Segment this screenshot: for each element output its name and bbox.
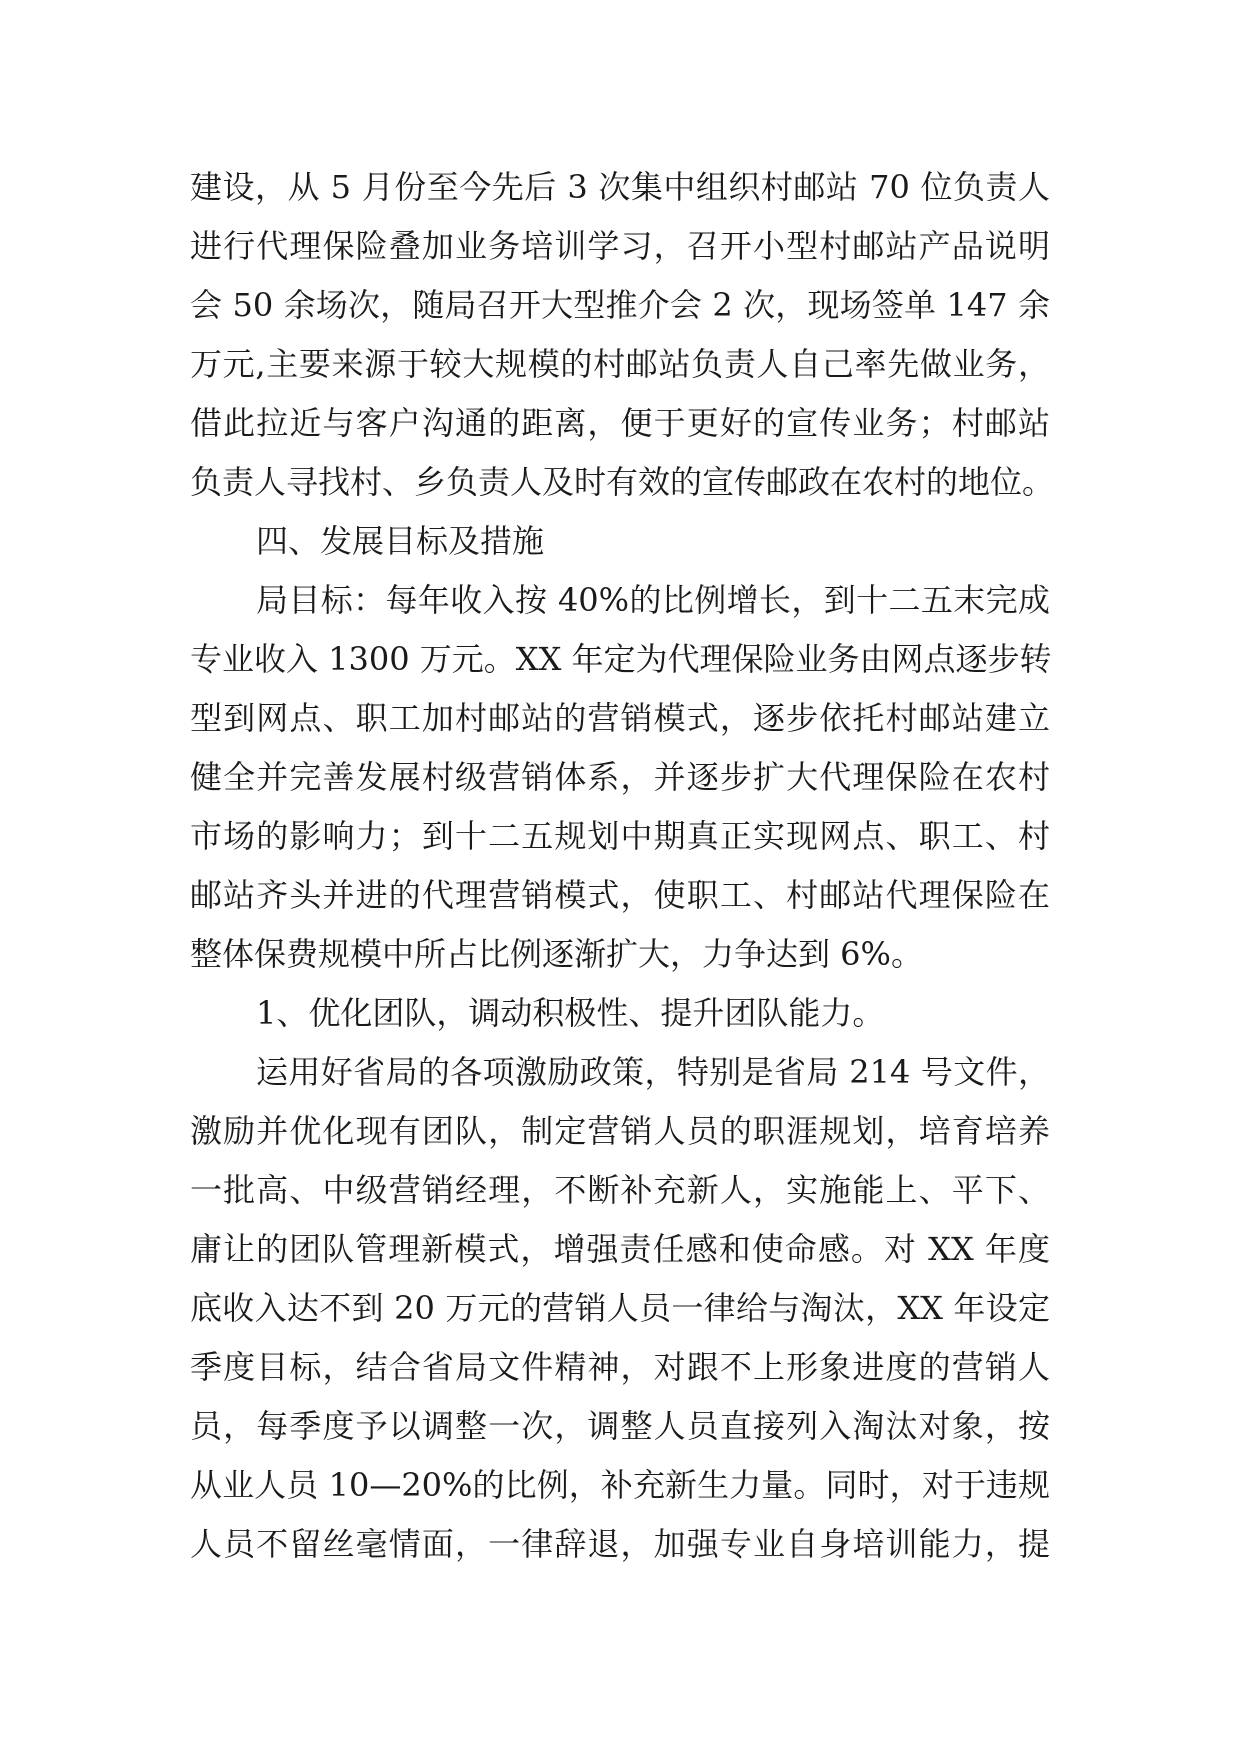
text-line: 季度目标，结合省局文件精神，对跟不上形象进度的营销人 xyxy=(190,1348,1050,1386)
text-line: 负责人寻找村、乡负责人及时有效的宣传邮政在农村的地位。 xyxy=(190,463,1055,501)
text-line: 万元,主要来源于较大规模的村邮站负责人自己率先做业务， xyxy=(190,345,1050,383)
text-line: 建设，从 5 月份至今先后 3 次集中组织村邮站 70 位负责人 xyxy=(190,168,1050,206)
text-line: 运用好省局的各项激励政策，特别是省局 214 号文件， xyxy=(256,1053,1050,1091)
text-line: 人员不留丝毫情面，一律辞退，加强专业自身培训能力，提 xyxy=(190,1525,1050,1563)
body-text xyxy=(190,158,1055,1574)
text-line: 从业人员 10—20%的比例，补充新生力量。同时，对于违规 xyxy=(190,1466,1050,1504)
text-line: 型到网点、职工加村邮站的营销模式，逐步依托村邮站建立 xyxy=(190,699,1050,737)
text-line: 市场的影响力；到十二五规划中期真正实现网点、职工、村 xyxy=(190,817,1050,855)
text-line: 邮站齐头并进的代理营销模式，使职工、村邮站代理保险在 xyxy=(190,876,1050,914)
text-line: 底收入达不到 20 万元的营销人员一律给与淘汰，XX 年设定 xyxy=(190,1289,1050,1327)
text-line: 健全并完善发展村级营销体系，并逐步扩大代理保险在农村 xyxy=(190,758,1050,796)
text-line: 借此拉近与客户沟通的距离，便于更好的宣传业务；村邮站 xyxy=(190,404,1050,442)
text-line: 专业收入 1300 万元。XX 年定为代理保险业务由网点逐步转 xyxy=(190,640,1052,678)
text-line: 激励并优化现有团队，制定营销人员的职涯规划，培育培养 xyxy=(190,1112,1050,1150)
text-line: 局目标：每年收入按 40%的比例增长，到十二五末完成 xyxy=(256,581,1050,619)
text-line: 一批高、中级营销经理，不断补充新人，实施能上、平下、 xyxy=(190,1171,1050,1209)
text-line: 进行代理保险叠加业务培训学习，召开小型村邮站产品说明 xyxy=(190,227,1050,265)
text-line: 整体保费规模中所占比例逐渐扩大，力争达到 6%。 xyxy=(190,935,923,973)
text-line: 会 50 余场次，随局召开大型推介会 2 次，现场签单 147 余 xyxy=(190,286,1050,324)
section-heading: 四、发展目标及措施 xyxy=(256,522,545,560)
text-line: 员，每季度予以调整一次，调整人员直接列入淘汰对象，按 xyxy=(190,1407,1050,1445)
text-line: 庸让的团队管理新模式，增强责任感和使命感。对 XX 年度 xyxy=(190,1230,1050,1268)
subsection-heading: 1、优化团队，调动积极性、提升团队能力。 xyxy=(256,994,885,1032)
